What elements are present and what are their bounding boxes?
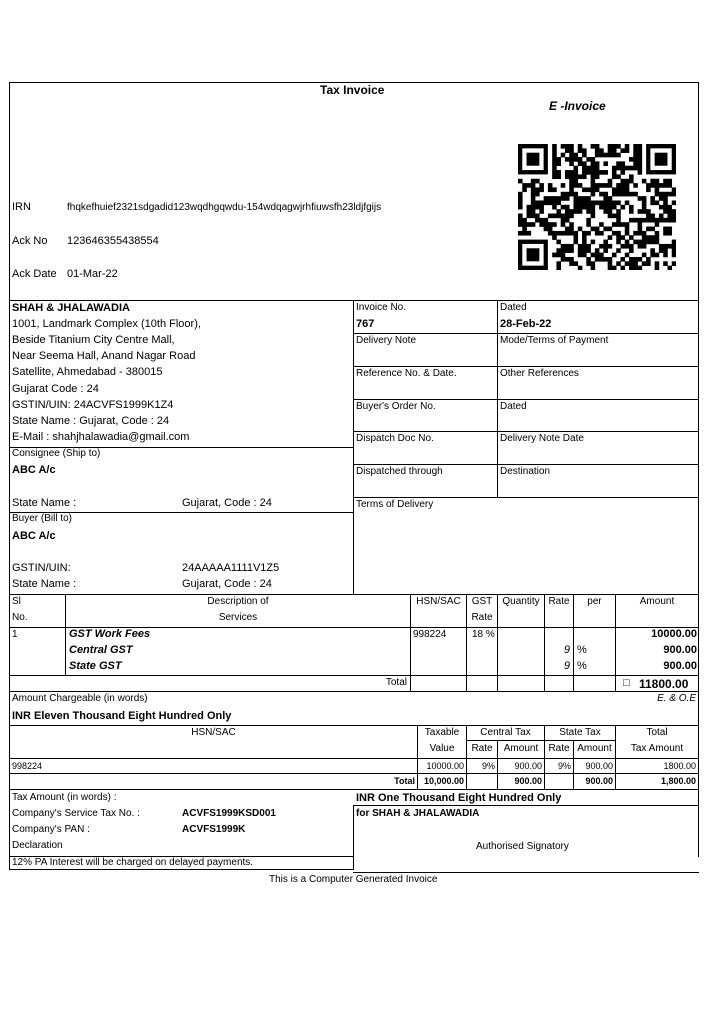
item-amount: 900.00 — [663, 660, 697, 672]
seller-name: SHAH & JHALAWADIA — [12, 302, 130, 314]
amount-words-label: Amount Chargeable (in words) — [12, 693, 148, 704]
currency-symbol-icon: □ — [623, 677, 630, 689]
seller-gstin: GSTIN/UIN: 24ACVFS1999K1Z4 — [12, 399, 174, 411]
item-amount: 900.00 — [663, 644, 697, 656]
tax-col-total-amount: Tax Amount — [630, 743, 684, 754]
eoe-label: E. & O.E — [657, 693, 696, 704]
amount-words-value: INR Eleven Thousand Eight Hundred Only — [12, 710, 232, 722]
col-services: Services — [218, 612, 258, 623]
tax-row-state-rate: 9% — [557, 761, 571, 771]
items-total-value: 11800.00 — [639, 677, 689, 691]
tax-total-central: 900.00 — [514, 776, 542, 786]
col-sl-no: No. — [12, 612, 28, 623]
tax-col-state-rate: Rate — [548, 743, 570, 754]
seller-state-code: Gujarat Code : 24 — [12, 383, 99, 395]
item-per: % — [577, 660, 587, 672]
tax-row-total: 1800.00 — [663, 761, 696, 771]
tax-row-taxable: 10000.00 — [426, 761, 464, 771]
delivery-note-date-label: Delivery Note Date — [500, 433, 584, 444]
tax-col-hsn: HSN/SAC — [191, 727, 236, 738]
tax-total-state: 900.00 — [585, 776, 613, 786]
buyer-heading: Buyer (Bill to) — [12, 513, 73, 524]
item-description: State GST — [69, 660, 122, 672]
ack-no-label: Ack No — [12, 235, 48, 247]
tax-col-value: Value — [429, 743, 455, 754]
items-total-label: Total — [385, 677, 407, 688]
consignee-state-value: Gujarat, Code : 24 — [182, 497, 272, 509]
item-description: GST Work Fees — [69, 628, 151, 640]
dispatch-doc-label: Dispatch Doc No. — [356, 433, 434, 444]
dated-label: Dated — [500, 302, 527, 313]
interest-note: 12% PA Interest will be charged on delayed payments. — [12, 857, 254, 868]
col-sl: Sl — [12, 596, 21, 607]
mode-terms-label: Mode/Terms of Payment — [500, 335, 609, 346]
pan-label: Company's PAN : — [12, 824, 90, 835]
item-sl: 1 — [12, 629, 18, 640]
seller-address-line: 1001, Landmark Complex (10th Floor), — [12, 318, 201, 330]
tax-total-label: Total — [394, 776, 415, 786]
buyers-order-label: Buyer's Order No. — [356, 401, 436, 412]
buyer-state-label: State Name : — [12, 578, 77, 590]
invoice-no-label: Invoice No. — [356, 302, 407, 313]
tax-row-central-amount: 900.00 — [514, 761, 542, 771]
item-hsn: 998224 — [413, 629, 447, 640]
service-tax-value: ACVFS1999KSD001 — [182, 808, 276, 819]
service-tax-label: Company's Service Tax No. : — [12, 808, 140, 819]
qr-code-icon — [518, 144, 676, 270]
tax-col-central: Central Tax — [480, 727, 531, 738]
col-hsn: HSN/SAC — [416, 596, 461, 607]
item-amount: 10000.00 — [651, 628, 697, 640]
tax-row-hsn: 998224 — [12, 761, 43, 771]
tax-total-taxable: 10,000.00 — [423, 776, 464, 786]
irn-label: IRN — [12, 201, 31, 213]
tax-col-central-rate: Rate — [471, 743, 493, 754]
col-gst: GST — [471, 596, 493, 607]
item-rate: 9 — [563, 644, 570, 656]
delivery-note-label: Delivery Note — [356, 335, 417, 346]
item-rate: 9 — [563, 660, 570, 672]
col-rate: Rate — [548, 596, 570, 607]
tax-col-state: State Tax — [559, 727, 601, 738]
consignee-heading: Consignee (Ship to) — [12, 448, 101, 459]
buyer-name: ABC A/c — [12, 530, 56, 542]
seller-address-line: Beside Titanium City Centre Mall, — [12, 334, 175, 346]
buyer-state-value: Gujarat, Code : 24 — [182, 578, 272, 590]
col-amount: Amount — [639, 596, 675, 607]
seller-address-line: Near Seema Hall, Anand Nagar Road — [12, 350, 196, 362]
destination-label: Destination — [500, 466, 551, 477]
seller-email: E-Mail : shahjhalawadia@gmail.com — [12, 431, 190, 443]
buyer-gstin-value: 24AAAAA1111V1Z5 — [182, 562, 280, 574]
e-invoice-label: E -Invoice — [549, 99, 606, 113]
computer-generated-note: This is a Computer Generated Invoice — [269, 874, 438, 885]
order-dated-label: Dated — [500, 401, 527, 412]
item-gst-rate: 18 % — [472, 629, 495, 640]
other-references-label: Other References — [500, 368, 579, 379]
tax-total-amount: 1,800.00 — [660, 776, 696, 786]
item-per: % — [577, 644, 587, 656]
dispatched-through-label: Dispatched through — [356, 466, 443, 477]
consignee-state-label: State Name : — [12, 497, 77, 509]
tax-col-total: Total — [646, 727, 668, 738]
col-per: per — [587, 596, 602, 607]
authorised-signatory-label: Authorised Signatory — [476, 841, 569, 852]
tax-col-taxable: Taxable — [424, 727, 460, 738]
dated-value: 28-Feb-22 — [500, 318, 552, 330]
invoice-no-value: 767 — [356, 318, 375, 330]
tax-words-label: Tax Amount (in words) : — [12, 792, 117, 803]
tax-words-value: INR One Thousand Eight Hundred Only — [356, 792, 562, 804]
seller-state-name: State Name : Gujarat, Code : 24 — [12, 415, 170, 427]
ack-no-value: 123646355438554 — [67, 235, 159, 247]
tax-row-state-amount: 900.00 — [585, 761, 613, 771]
tax-row-central-rate: 9% — [481, 761, 495, 771]
col-quantity: Quantity — [502, 596, 540, 607]
tax-col-state-amount: Amount — [577, 743, 612, 754]
col-description: Description of — [207, 596, 269, 607]
ack-date-value: 01-Mar-22 — [67, 268, 118, 280]
document-title: Tax Invoice — [320, 83, 385, 97]
tax-col-central-amount: Amount — [503, 743, 539, 754]
seller-address-line: Satellite, Ahmedabad - 380015 — [12, 366, 163, 378]
col-gst-rate: Rate — [471, 612, 493, 623]
reference-label: Reference No. & Date. — [356, 368, 457, 379]
declaration-label: Declaration — [12, 840, 63, 851]
for-company-label: for SHAH & JHALAWADIA — [356, 808, 480, 819]
pan-value: ACVFS1999K — [182, 824, 246, 835]
consignee-name: ABC A/c — [12, 464, 56, 476]
item-description: Central GST — [69, 644, 133, 656]
ack-date-label: Ack Date — [12, 268, 57, 280]
terms-of-delivery-label: Terms of Delivery — [356, 499, 434, 510]
buyer-gstin-label: GSTIN/UIN: — [12, 562, 71, 574]
irn-value: fhqkefhuief2321sdgadid123wqdhgqwdu-154wdqagwjrhfiuwsfh23ldjfgijs — [67, 202, 382, 213]
